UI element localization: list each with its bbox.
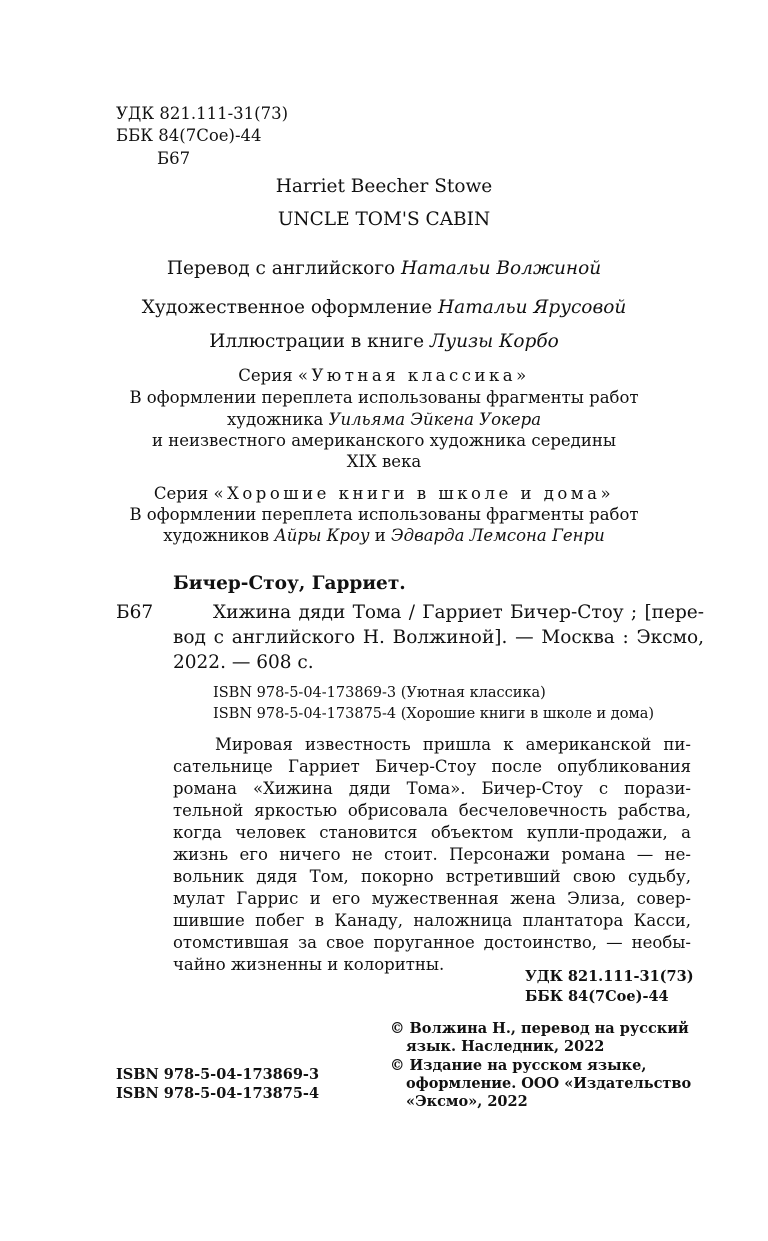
series-1-line: XIX века [346, 452, 422, 471]
copyright-translation: © Волжина Н., перевод на русский [390, 1020, 689, 1037]
series-2-label: Серия [153, 484, 209, 503]
copyright-translation-cont: язык. Наследник, 2022 [406, 1038, 605, 1055]
design-credit [0, 297, 768, 318]
series-1-artist-line [0, 410, 768, 429]
annotation-line: тельной яркостью обрисовала бесчеловечность рабства, [173, 801, 691, 820]
annotation-line: вольник дядя Том, покорно встретивший свою судьбу, [173, 867, 691, 886]
isbn-bottom: ISBN 978-5-04-173869-3 [116, 1066, 320, 1083]
annotation-line: чайно жизненны и колоритны. [173, 955, 445, 974]
annotation-line: когда человек становится объектом купли-продажи, а [173, 823, 691, 842]
original-author: Harriet Beecher Stowe [275, 176, 493, 197]
bib-heading: Бичер-Стоу, Гарриет. [173, 573, 406, 594]
illustrator-name: Луизы Корбо [429, 331, 559, 352]
series-2-artists-line [0, 526, 768, 545]
series-1-title [0, 366, 768, 385]
series-2-and: и [374, 526, 386, 545]
translator-name: Натальи Волжиной [401, 258, 602, 279]
designer-name: Натальи Ярусовой [438, 297, 627, 318]
annotation-line: шившие побег в Канаду, наложница плантатора Касси, [173, 911, 691, 930]
series-2-line: В оформлении переплета использованы фрагменты работ [129, 505, 639, 524]
bib-sign: Б67 [116, 602, 154, 623]
annotation-line: жизнь его ничего не стоит. Персонажи романа — не- [173, 845, 691, 864]
series-2-artists-prefix: художников [163, 526, 270, 545]
annotation-line: Мировая известность пришла к американской пи- [215, 735, 691, 754]
series-1-artist-prefix: художника [226, 410, 324, 429]
annotation-line: романа «Хижина дяди Тома». Бичер-Стоу с порази- [173, 779, 691, 798]
series-1-label: Серия [238, 366, 293, 385]
bib-line: вод с английского Н. Волжиной]. — Москва : Эксмо, [173, 627, 704, 648]
series-1-name: «Уютная классика» [297, 366, 530, 385]
translation-credit [0, 258, 768, 279]
bbk-code: ББК 84(7Сое)-44 [116, 126, 262, 145]
series-1-line: и неизвестного американского художника середины [152, 431, 616, 450]
bib-isbn: ISBN 978-5-04-173869-3 (Уютная классика) [213, 685, 546, 701]
udk-code: УДК 821.111-31(73) [116, 104, 289, 123]
series-2-artist-name: Эдварда Лемсона Генри [391, 526, 605, 545]
bib-isbn: ISBN 978-5-04-173875-4 (Хорошие книги в школе и дома) [213, 706, 655, 722]
series-1-artist-name: Уильяма Эйкена Уокера [328, 410, 542, 429]
copyright-edition: © Издание на русском языке, [390, 1057, 647, 1074]
annotation-line: мулат Гаррис и его мужественная жена Элиза, совер- [173, 889, 691, 908]
series-2-title [0, 484, 768, 503]
udk-code-bottom: УДК 821.111-31(73) [525, 968, 694, 985]
annotation-line: сательнице Гарриет Бичер-Стоу после опубликования [173, 757, 691, 776]
translation-label: Перевод с английского [166, 258, 396, 279]
illustrations-credit [0, 331, 768, 352]
series-2-name: «Хорошие книги в школе и дома» [213, 484, 615, 503]
bib-line: 2022. — 608 с. [173, 652, 314, 673]
copyright-edition-cont: оформление. ООО «Издательство [406, 1075, 692, 1092]
isbn-bottom: ISBN 978-5-04-173875-4 [116, 1085, 320, 1102]
author-sign: Б67 [157, 149, 191, 168]
bib-line: Хижина дяди Тома / Гарриет Бичер-Стоу ; [пере- [213, 602, 704, 623]
series-2-artist-name: Айры Кроу [274, 526, 370, 545]
design-label: Художественное оформление [141, 297, 433, 318]
annotation-line: отомстившая за свое поруганное достоинство, — необы- [173, 933, 691, 952]
copyright-edition-cont: «Эксмо», 2022 [406, 1093, 528, 1110]
original-title: UNCLE TOM'S CABIN [277, 209, 491, 230]
series-1-line: В оформлении переплета использованы фрагменты работ [129, 388, 639, 407]
illustrations-label: Иллюстрации в книге [209, 331, 425, 352]
bbk-code-bottom: ББК 84(7Сое)-44 [525, 988, 669, 1005]
